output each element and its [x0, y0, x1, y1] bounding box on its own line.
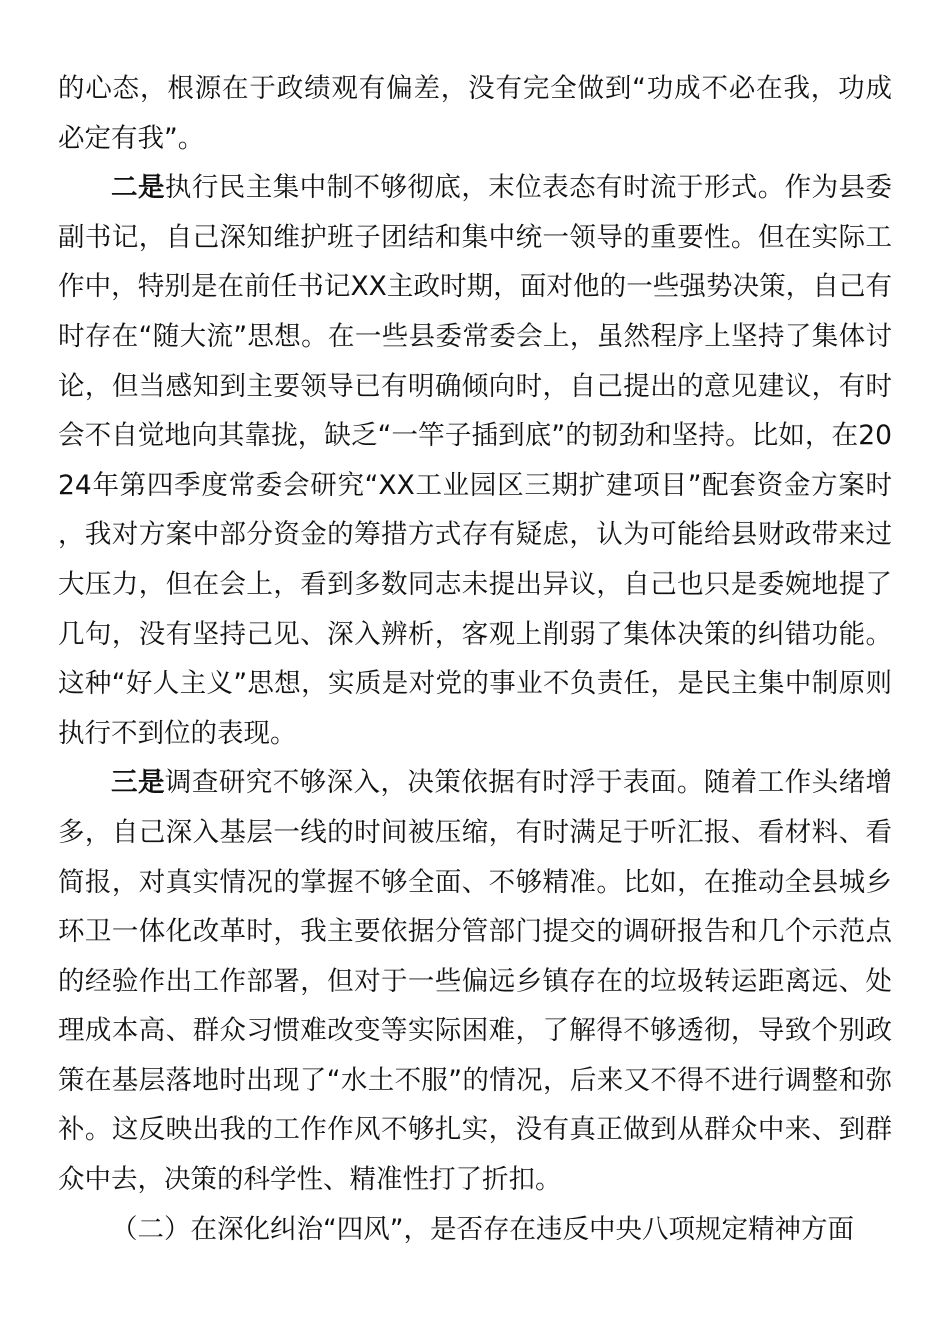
paragraph-lead: 二是 — [111, 172, 165, 204]
paragraph-text: 调查研究不够深入，决策依据有时浮于表面。随着工作头绪增多，自己深入基层一线的时间被压缩，有时满足于听汇报、看材料、看简报，对真实情况的掌握不够全面、不够精准。比如，在推动全县城乡环卫一体化改革时，我主要依据分管部门提交的调研报告和几个示范点的经验作出工作部署，但对于一些偏远乡镇存在的垃圾转运距离远、处理成本高、群众习惯难改变等实际困难，了解得不够透彻，导致个别政策在基层落地时出现了“水土不服”的情况，后来又不得不进行调整和弥补。这反映出我的工作作风不够扎实，没有真正做到从群众中来、到群众中去，决策的科学性、精准性打了折扣。 — [58, 767, 893, 1196]
paragraph-point-two — [58, 163, 892, 758]
paragraph-point-three — [58, 758, 892, 1204]
paragraph-lead: 三是 — [111, 767, 165, 799]
paragraph-text: 执行民主集中制不够彻底，末位表态有时流于形式。作为县委副书记，自己深知维护班子团结和集中统一领导的重要性。但在实际工作中，特别是在前任书记XX主政时期，面对他的一些强势决策，自己有时存在“随大流”思想。在一些县委常委会上，虽然程序上坚持了集体讨论，但当感知到主要领导已有明确倾向时，自己提出的意见建议，有时会不自觉地向其靠拢，缺乏“一竿子插到底”的韧劲和坚持。比如，在2024年第四季度常委会研究“XX工业园区三期扩建项目”配套资金方案时，我对方案中部分资金的筹措方式存有疑虑，认为可能给县财政带来过大压力，但在会上，看到多数同志未提出异议，自己也只是委婉地提了几句，没有坚持己见、深入辨析，客观上削弱了集体决策的纠错功能。这种“好人主义”思想，实质是对党的事业不负责任，是民主集中制原则执行不到位的表现。 — [58, 172, 893, 749]
paragraph-text: 的心态，根源在于政绩观有偏差，没有完全做到“功成不必在我，功成必定有我”。 — [58, 73, 892, 154]
section-subheading: （二）在深化纠治“四风”，是否存在违反中央八项规定精神方面 — [111, 1213, 854, 1245]
paragraph-continued — [58, 64, 892, 163]
document-body — [58, 64, 892, 1254]
